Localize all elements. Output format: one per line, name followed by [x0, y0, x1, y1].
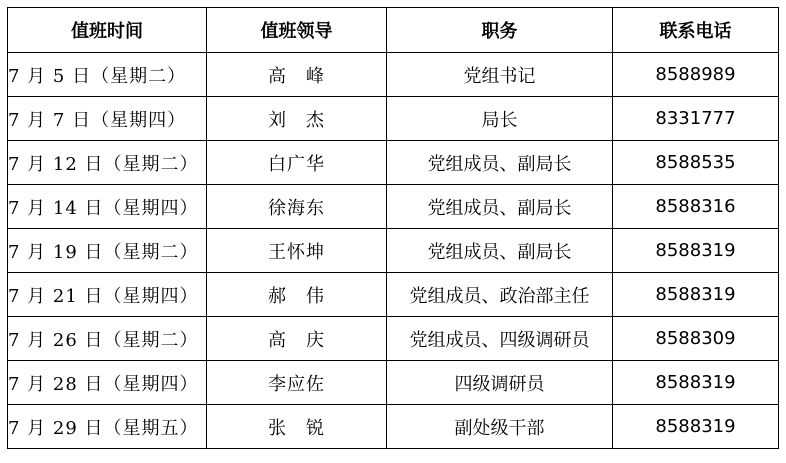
duty-date: 7 月 19 日（星期二） [8, 229, 207, 273]
leader-name: 徐海东 [207, 185, 387, 229]
contact-phone: 8331777 [613, 97, 779, 141]
leader-name: 高 峰 [207, 53, 387, 97]
table-row [8, 53, 779, 97]
leader-position: 党组成员、政治部主任 [387, 273, 613, 317]
contact-phone: 8588535 [613, 141, 779, 185]
duty-schedule-table [7, 7, 779, 449]
table-row [8, 185, 779, 229]
header-position: 职务 [387, 8, 613, 53]
table-row [8, 229, 779, 273]
duty-date: 7 月 12 日（星期二） [8, 141, 207, 185]
header-duty-leader: 值班领导 [207, 8, 387, 53]
table-row [8, 405, 779, 449]
duty-date: 7 月 7 日（星期四） [8, 97, 207, 141]
table-row [8, 273, 779, 317]
leader-position: 党组成员、副局长 [387, 229, 613, 273]
table-row [8, 361, 779, 405]
leader-name: 白广华 [207, 141, 387, 185]
leader-position: 局长 [387, 97, 613, 141]
header-duty-time: 值班时间 [8, 8, 207, 53]
duty-date: 7 月 28 日（星期四） [8, 361, 207, 405]
contact-phone: 8588316 [613, 185, 779, 229]
leader-name: 郝 伟 [207, 273, 387, 317]
table-row [8, 141, 779, 185]
leader-name: 高 庆 [207, 317, 387, 361]
header-phone: 联系电话 [613, 8, 779, 53]
leader-name: 王怀坤 [207, 229, 387, 273]
contact-phone: 8588319 [613, 405, 779, 449]
header-row [8, 8, 779, 53]
duty-date: 7 月 14 日（星期四） [8, 185, 207, 229]
duty-date: 7 月 26 日（星期二） [8, 317, 207, 361]
contact-phone: 8588309 [613, 317, 779, 361]
leader-position: 副处级干部 [387, 405, 613, 449]
leader-name: 李应佐 [207, 361, 387, 405]
contact-phone: 8588319 [613, 361, 779, 405]
contact-phone: 8588319 [613, 229, 779, 273]
leader-position: 四级调研员 [387, 361, 613, 405]
leader-position: 党组成员、副局长 [387, 185, 613, 229]
leader-position: 党组成员、副局长 [387, 141, 613, 185]
table-row [8, 97, 779, 141]
duty-date: 7 月 29 日（星期五） [8, 405, 207, 449]
table-row [8, 317, 779, 361]
duty-date: 7 月 5 日（星期二） [8, 53, 207, 97]
leader-position: 党组书记 [387, 53, 613, 97]
leader-name: 刘 杰 [207, 97, 387, 141]
contact-phone: 8588319 [613, 273, 779, 317]
duty-date: 7 月 21 日（星期四） [8, 273, 207, 317]
leader-name: 张 锐 [207, 405, 387, 449]
contact-phone: 8588989 [613, 53, 779, 97]
leader-position: 党组成员、四级调研员 [387, 317, 613, 361]
